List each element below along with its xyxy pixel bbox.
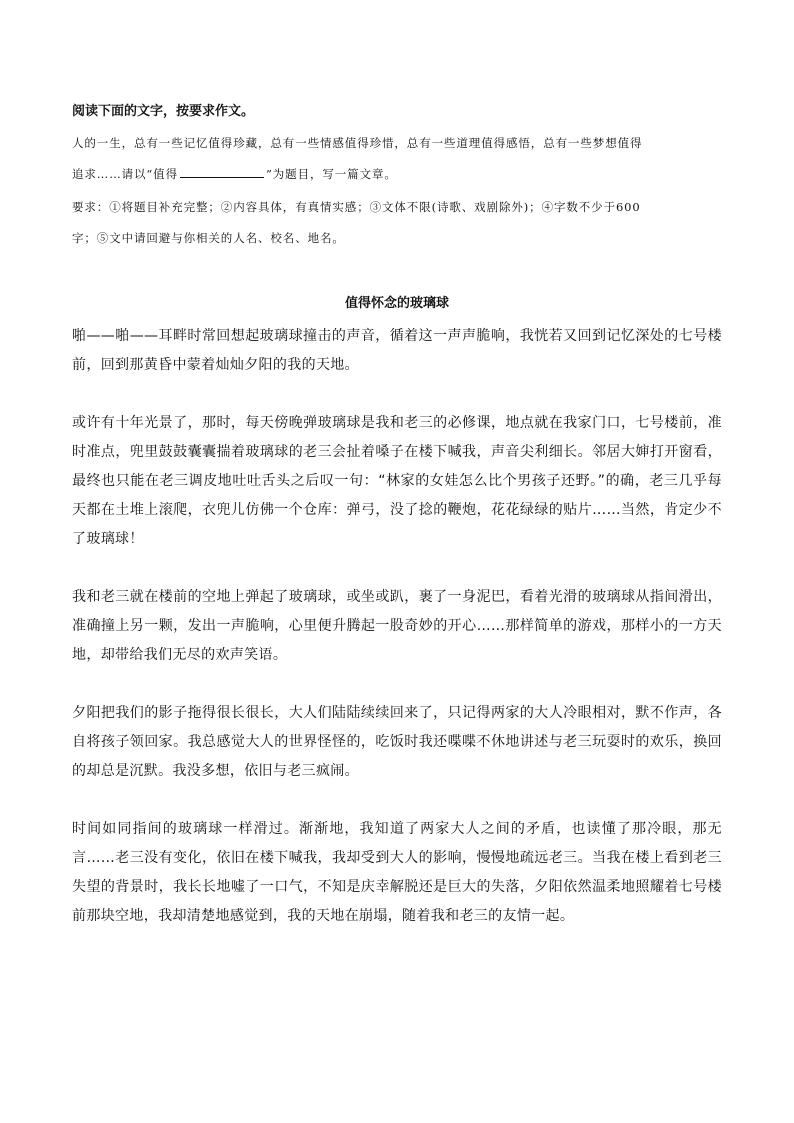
- prompt-line-2: [72, 166, 397, 182]
- prompt-line-2-before: 追求……请以“值得: [72, 167, 178, 181]
- essay-paragraph-5: 时间如同指间的玻璃球一样滑过。渐渐地，我知道了两家大人之间的矛盾，也读懂了那冷眼，那无言……老三没有变化，依旧在楼下喊我，我却受到大人的影响，慢慢地疏远老三。当我在楼上看到老三失望的背景时，我长长地嘘了一口气，不知是庆幸解脱还是巨大的失落，夕阳依然温柔地照耀着七号楼前那块空地，我却清楚地感觉到，我的天地在崩塌，随着我和老三的友情一起。: [72, 821, 722, 924]
- prompt-line-2-after: ”为题目，写一篇文章。: [265, 167, 397, 181]
- requirements-line-2: 字；⑤文中请回避与你相关的人名、校名、地名。: [72, 231, 345, 245]
- essay-paragraph-1: 啪——啪——耳畔时常回想起玻璃球撞击的声音，循着这一声声脆响，我恍若又回到记忆深处的七号楼前，回到那黄昏中蒙着灿灿夕阳的我的天地。: [72, 328, 722, 373]
- essay-paragraph-3: 我和老三就在楼前的空地上弹起了玻璃球，或坐或趴，裹了一身泥巴，看着光滑的玻璃球从指间滑出，准确撞上另一颗，发出一声脆响，心里便升腾起一股奇妙的开心……那样简单的游戏，那样小的一方天地，却带给我们无尽的欢声笑语。: [72, 589, 722, 663]
- essay-title: 值得怀念的玻璃球: [344, 296, 449, 311]
- instruction-heading: 阅读下面的文字，按要求作文。: [72, 104, 255, 119]
- title-blank: [180, 166, 264, 178]
- essay-body: [72, 322, 722, 960]
- essay-paragraph-4: 夕阳把我们的影子拖得很长很长，大人们陆陆续续回来了，只记得两家的大人冷眼相对，默不作声，各自将孩子领回家。我总感觉大人的世界怪怪的，吃饭时我还喋喋不休地讲述与老三玩耍时的欢乐，换回的却总是沉默。我没多想，依旧与老三疯闹。: [72, 705, 722, 779]
- prompt-line-1: 人的一生，总有一些记忆值得珍藏，总有一些情感值得珍惜，总有一些道理值得感悟，总有一些梦想值得: [72, 136, 643, 150]
- requirements-line-1: 要求：①将题目补充完整；②内容具体，有真情实感；③文体不限(诗歌、戏剧除外)；④字数不少于600: [72, 200, 641, 214]
- essay-paragraph-2: 或许有十年光景了，那时，每天傍晚弹玻璃球是我和老三的必修课，地点就在我家门口，七号楼前，准时准点，兜里鼓鼓囊囊揣着玻璃球的老三会扯着嗓子在楼下喊我，声音尖利细长。邻居大婶打开窗看，最终也只能在老三调皮地吐吐舌头之后叹一句：“林家的女娃怎么比个男孩子还野。”的确，老三几乎每天都在土堆上滚爬，衣兜儿仿佛一个仓库：弹弓，没了捻的鞭炮，花花绿绿的贴片……当然，肯定少不了玻璃球！: [72, 415, 722, 547]
